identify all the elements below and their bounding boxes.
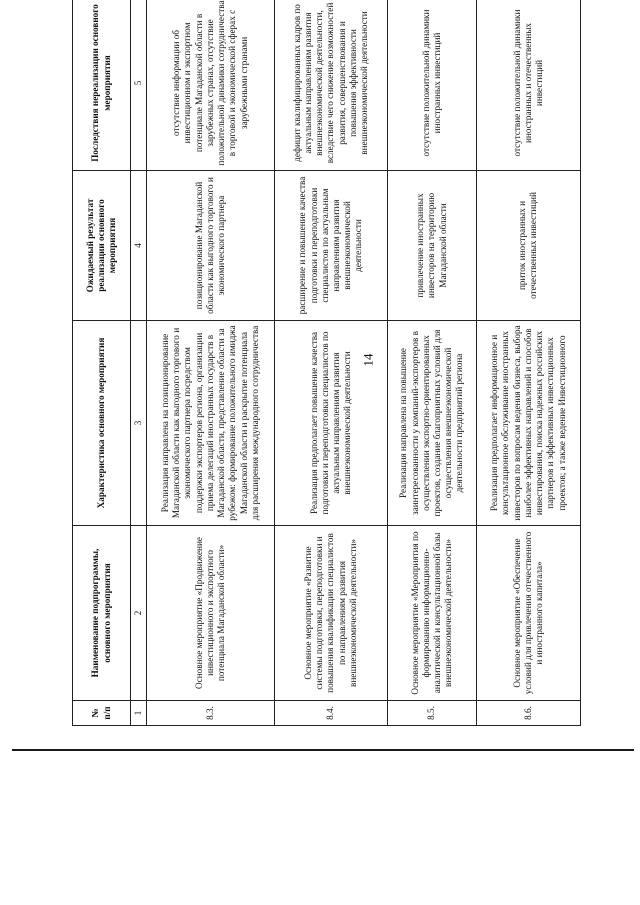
row-result: позиционирование Магаданской области как выгодного торгового и экономического партнера xyxy=(146,171,274,321)
row-consequence: отсутствие информации об инвестиционном и экспортном потенциале Магаданской области в зарубежных странах, отсутствие положительной динамики сотрудничества в торговой и экономической сферах с зарубежными странами xyxy=(146,0,274,171)
table-header-row xyxy=(73,0,131,726)
page-divider-line xyxy=(12,749,634,751)
row-number: 8.3. xyxy=(146,701,274,726)
table-row xyxy=(387,0,476,726)
table-row xyxy=(146,0,274,726)
header-consequence: Последствия нереализации основного мероприятия xyxy=(73,0,131,171)
row-name: Основное мероприятие «Мероприятия по формированию информационно-аналитической и консультационной базы внешнеэкономической деятельности» xyxy=(387,526,476,701)
column-number: 4 xyxy=(131,171,147,321)
column-number: 1 xyxy=(131,701,147,726)
header-description: Характеристика основного мероприятия xyxy=(73,321,131,526)
row-name: Основное мероприятие «Развитие системы подготовки, переподготовки и повышения квалификации специалистов по направлениям развития внешнеэкономической деятельности» xyxy=(274,526,387,701)
row-consequence: дефицит квалифицированных кадров по актуальным направлениям развития внешнеэкономической деятельности, вследствие чего снижение возможностей развития, совершенствования и повышения эффективности внешнеэкономической деятельности xyxy=(274,0,387,171)
row-result: привлечение иностранных инвесторов на территорию Магаданской области xyxy=(387,171,476,321)
row-result: приток иностранных и отечественных инвестиций xyxy=(476,171,580,321)
program-activities-table xyxy=(72,0,581,726)
rotated-table-container xyxy=(72,0,577,726)
header-number: № п/п xyxy=(73,701,131,726)
row-description: Реализация предполагает повышение качества подготовки и переподготовки специалистов по актуальным направлениям развития внешнеэкономической деятельности xyxy=(274,321,387,526)
column-number: 5 xyxy=(131,0,147,171)
row-result: расширение и повышение качества подготовки и переподготовки специалистов по актуальным направлениям развития внешнеэкономической деятельности xyxy=(274,171,387,321)
header-name: Наименование подпрограммы, основного мероприятия xyxy=(73,526,131,701)
row-number: 8.4. xyxy=(274,701,387,726)
table-row xyxy=(476,0,580,726)
row-number: 8.5. xyxy=(387,701,476,726)
column-number-row xyxy=(131,0,147,726)
row-consequence: отсутствие положительной динамики иностранных инвестиций xyxy=(387,0,476,171)
row-name: Основное мероприятие «Обеспечение условий для привлечения отечественного и иностранного капитала» xyxy=(476,526,580,701)
row-description: Реализация предполагает информационное и консультационное обслуживание иностранных инвесторов по вопросам ведения бизнеса, выбора наиболее эффективных направлений и способов инвестирования, поиска надежных российских партнеров и эффективных инвестиционных проектов; а также ведение Инвестиционного xyxy=(476,321,580,526)
column-number: 2 xyxy=(131,526,147,701)
header-result: Ожидаемый результат реализации основного мероприятия xyxy=(73,171,131,321)
column-number: 3 xyxy=(131,321,147,526)
row-consequence: отсутствие положительной динамики иностранных и отечественных инвестиций xyxy=(476,0,580,171)
row-number: 8.6. xyxy=(476,701,580,726)
row-description: Реализация направлена на повышение заинтересованности у компаний-экспортеров в осуществлении экспортно-ориентированных проектов, создание благоприятных условий для осуществления внешнеэкономической деятельности предприятий региона xyxy=(387,321,476,526)
row-name: Основное мероприятие «Продвижение инвестиционного и экспортного потенциала Магаданской области» xyxy=(146,526,274,701)
page-number: 14 xyxy=(360,353,376,367)
table-row xyxy=(274,0,387,726)
row-description: Реализация направлена на позиционирование Магаданской области как выгодного торгового и экономического партнера посредством поддержки экспортеров региона, организации приема делегаций иностранных государств в Магаданской области, представление области за рубежом: формирование положительного имиджа Магаданской области и раскрытие потенциала для расширения международного сотрудничества xyxy=(146,321,274,526)
